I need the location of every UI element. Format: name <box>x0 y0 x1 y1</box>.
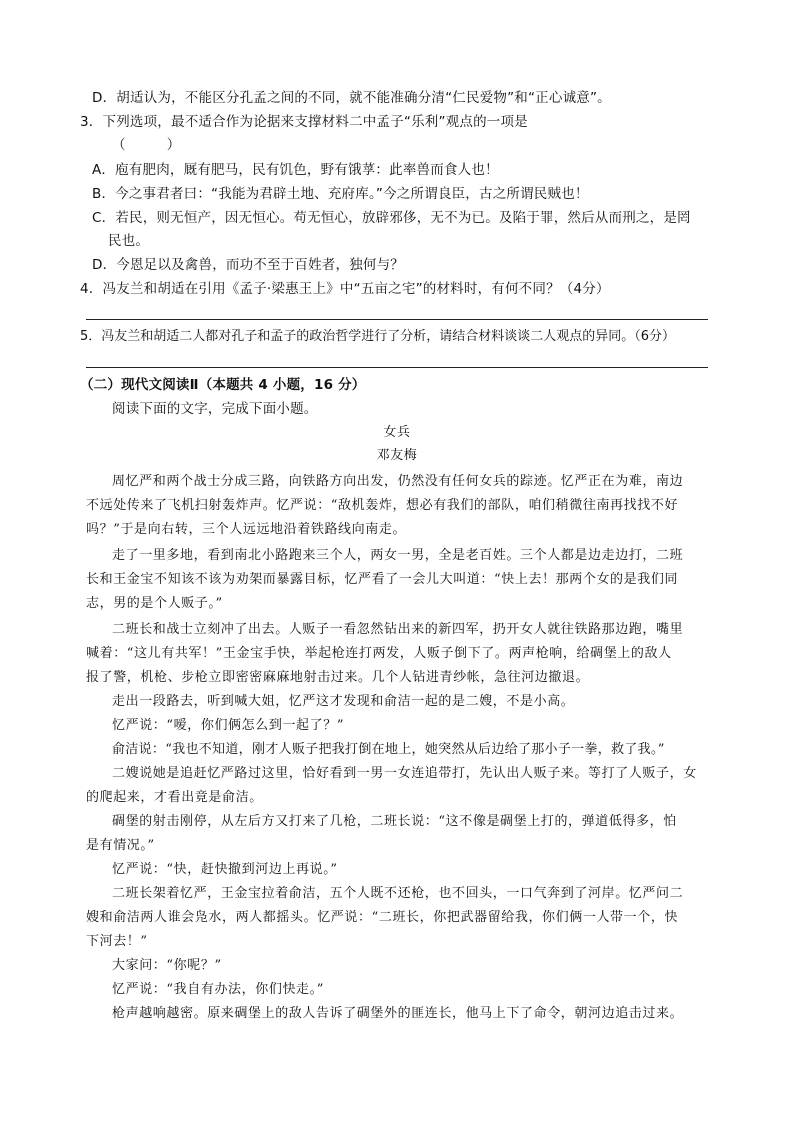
story-line: 的爬起来，才看出竟是俞洁。 <box>86 790 263 805</box>
story-line: 报了警，机枪、步枪立即密密麻麻地射击过来。几个人钻进青纱帐，急往河边撤退。 <box>86 670 590 685</box>
story-line: 吗？”于是向右转，三个人远远地沿着铁路线向南走。 <box>86 522 407 537</box>
story-line: 大家问：“你呢？” <box>112 958 222 973</box>
story-line: 忆严说：“嗳，你们俩怎么到一起了？” <box>112 718 345 733</box>
q3-option-b: B．今之事君者曰：“我能为君辟土地、充府库。”今之所谓良臣，古之所谓民贼也！ <box>92 186 589 202</box>
story-title: 女兵 <box>383 425 411 440</box>
q3-option-a: A．庖有肥肉，厩有肥马，民有饥色，野有饿莩：此率兽而食人也！ <box>92 162 499 178</box>
q3-option-d: D．今恩足以及禽兽，而功不至于百姓者，独何与？ <box>92 257 404 273</box>
q2-option-d: D．胡适认为，不能区分孔孟之间的不同，就不能准确分清“仁民爱物”和“正心诚意”。 <box>92 90 611 106</box>
story-line: 二班长和战士立刻冲了出去。人贩子一看忽然钻出来的新四军，扔开女人就往铁路那边跑，嘴里 <box>112 622 684 637</box>
story-line: 枪声越响越密。原来碉堡上的敌人告诉了碉堡外的匪连长，他马上下了命令，朝河边追击过来。 <box>112 1006 684 1021</box>
story-line: 走出一段路去，听到喊大姐，忆严这才发现和俞洁一起的是二嫂，不是小高。 <box>112 694 575 709</box>
q3-option-c-line1: C．若民，则无恒产，因无恒心。苟无恒心，放辟邪侈，无不为已。及陷于罪，然后从而刑之，是罔 <box>92 210 691 226</box>
story-line: 不远处传来了飞机扫射轰炸声。忆严说：“敌机轰炸，想必有我们的部队，咱们稍微往南再找找不好 <box>86 498 679 513</box>
story-line: 俞洁说：“我也不知道，刚才人贩子把我打倒在地上，她突然从后边给了那小子一拳，救了我。” <box>112 742 665 757</box>
q3-stem: 3．下列选项，最不适合作为论据来支撑材料二中孟子“乐利”观点的一项是 <box>80 114 528 130</box>
q4-stem: 4．冯友兰和胡适在引用《孟子·梁惠王上》中“五亩之宅”的材料时，有何不同？（4分） <box>80 281 610 297</box>
q5-answer-line <box>86 367 708 368</box>
q3-answer-paren: （ ） <box>112 137 181 153</box>
story-line: 走了一里多地，看到南北小路跑来三个人，两女一男，全是老百姓。三个人都是边走边打，二班 <box>112 548 684 563</box>
story-line: 二嫂说她是追赶忆严路过这里，恰好看到一男一女连追带打，先认出人贩子来。等打了人贩子，女 <box>112 766 697 781</box>
story-line: 是有情况。” <box>86 838 155 853</box>
section-heading: （二）现代文阅读Ⅱ（本题共 4 小题，16 分） <box>80 377 366 393</box>
section-instruction: 阅读下面的文字，完成下面小题。 <box>112 401 318 417</box>
story-line: 碉堡的射击刚停，从左后方又打来了几枪，二班长说：“这不像是碉堡上打的，弹道低得多，怕 <box>112 814 677 829</box>
story-line: 喊着：“这儿有共军！”王金宝手快，举起枪连打两发，人贩子倒下了。两声枪响，给碉堡上的敌人 <box>86 646 672 661</box>
story-author: 邓友梅 <box>376 448 418 463</box>
q5-stem: 5．冯友兰和胡适二人都对孔子和孟子的政治哲学进行了分析，请结合材料谈谈二人观点的异同。（6分） <box>80 329 676 344</box>
story-line: 二班长架着忆严，王金宝拉着俞洁，五个人既不还枪，也不回头，一口气奔到了河岸。忆严问二 <box>112 886 684 901</box>
story-line: 志，男的是个人贩子。” <box>86 596 223 611</box>
q4-answer-line <box>86 319 708 320</box>
q3-option-c-line2: 民也。 <box>108 233 150 249</box>
story-line: 嫂和俞洁两人谁会凫水，两人都摇头。忆严说：“二班长，你把武器留给我，你们俩一人带一个，快 <box>86 910 679 925</box>
story-line: 下河去！” <box>86 934 148 949</box>
story-line: 忆严说：“快，赶快撤到河边上再说。” <box>112 862 338 877</box>
story-line: 周忆严和两个战士分成三路，向铁路方向出发，仍然没有任何女兵的踪迹。忆严正在为难，南边 <box>112 474 684 489</box>
story-line: 忆严说：“我自有办法，你们快走。” <box>112 982 324 997</box>
story-line: 长和王金宝不知该不该为劝架而暴露目标，忆严看了一会儿大叫道：“快上去！那两个女的是我们同 <box>86 572 679 587</box>
